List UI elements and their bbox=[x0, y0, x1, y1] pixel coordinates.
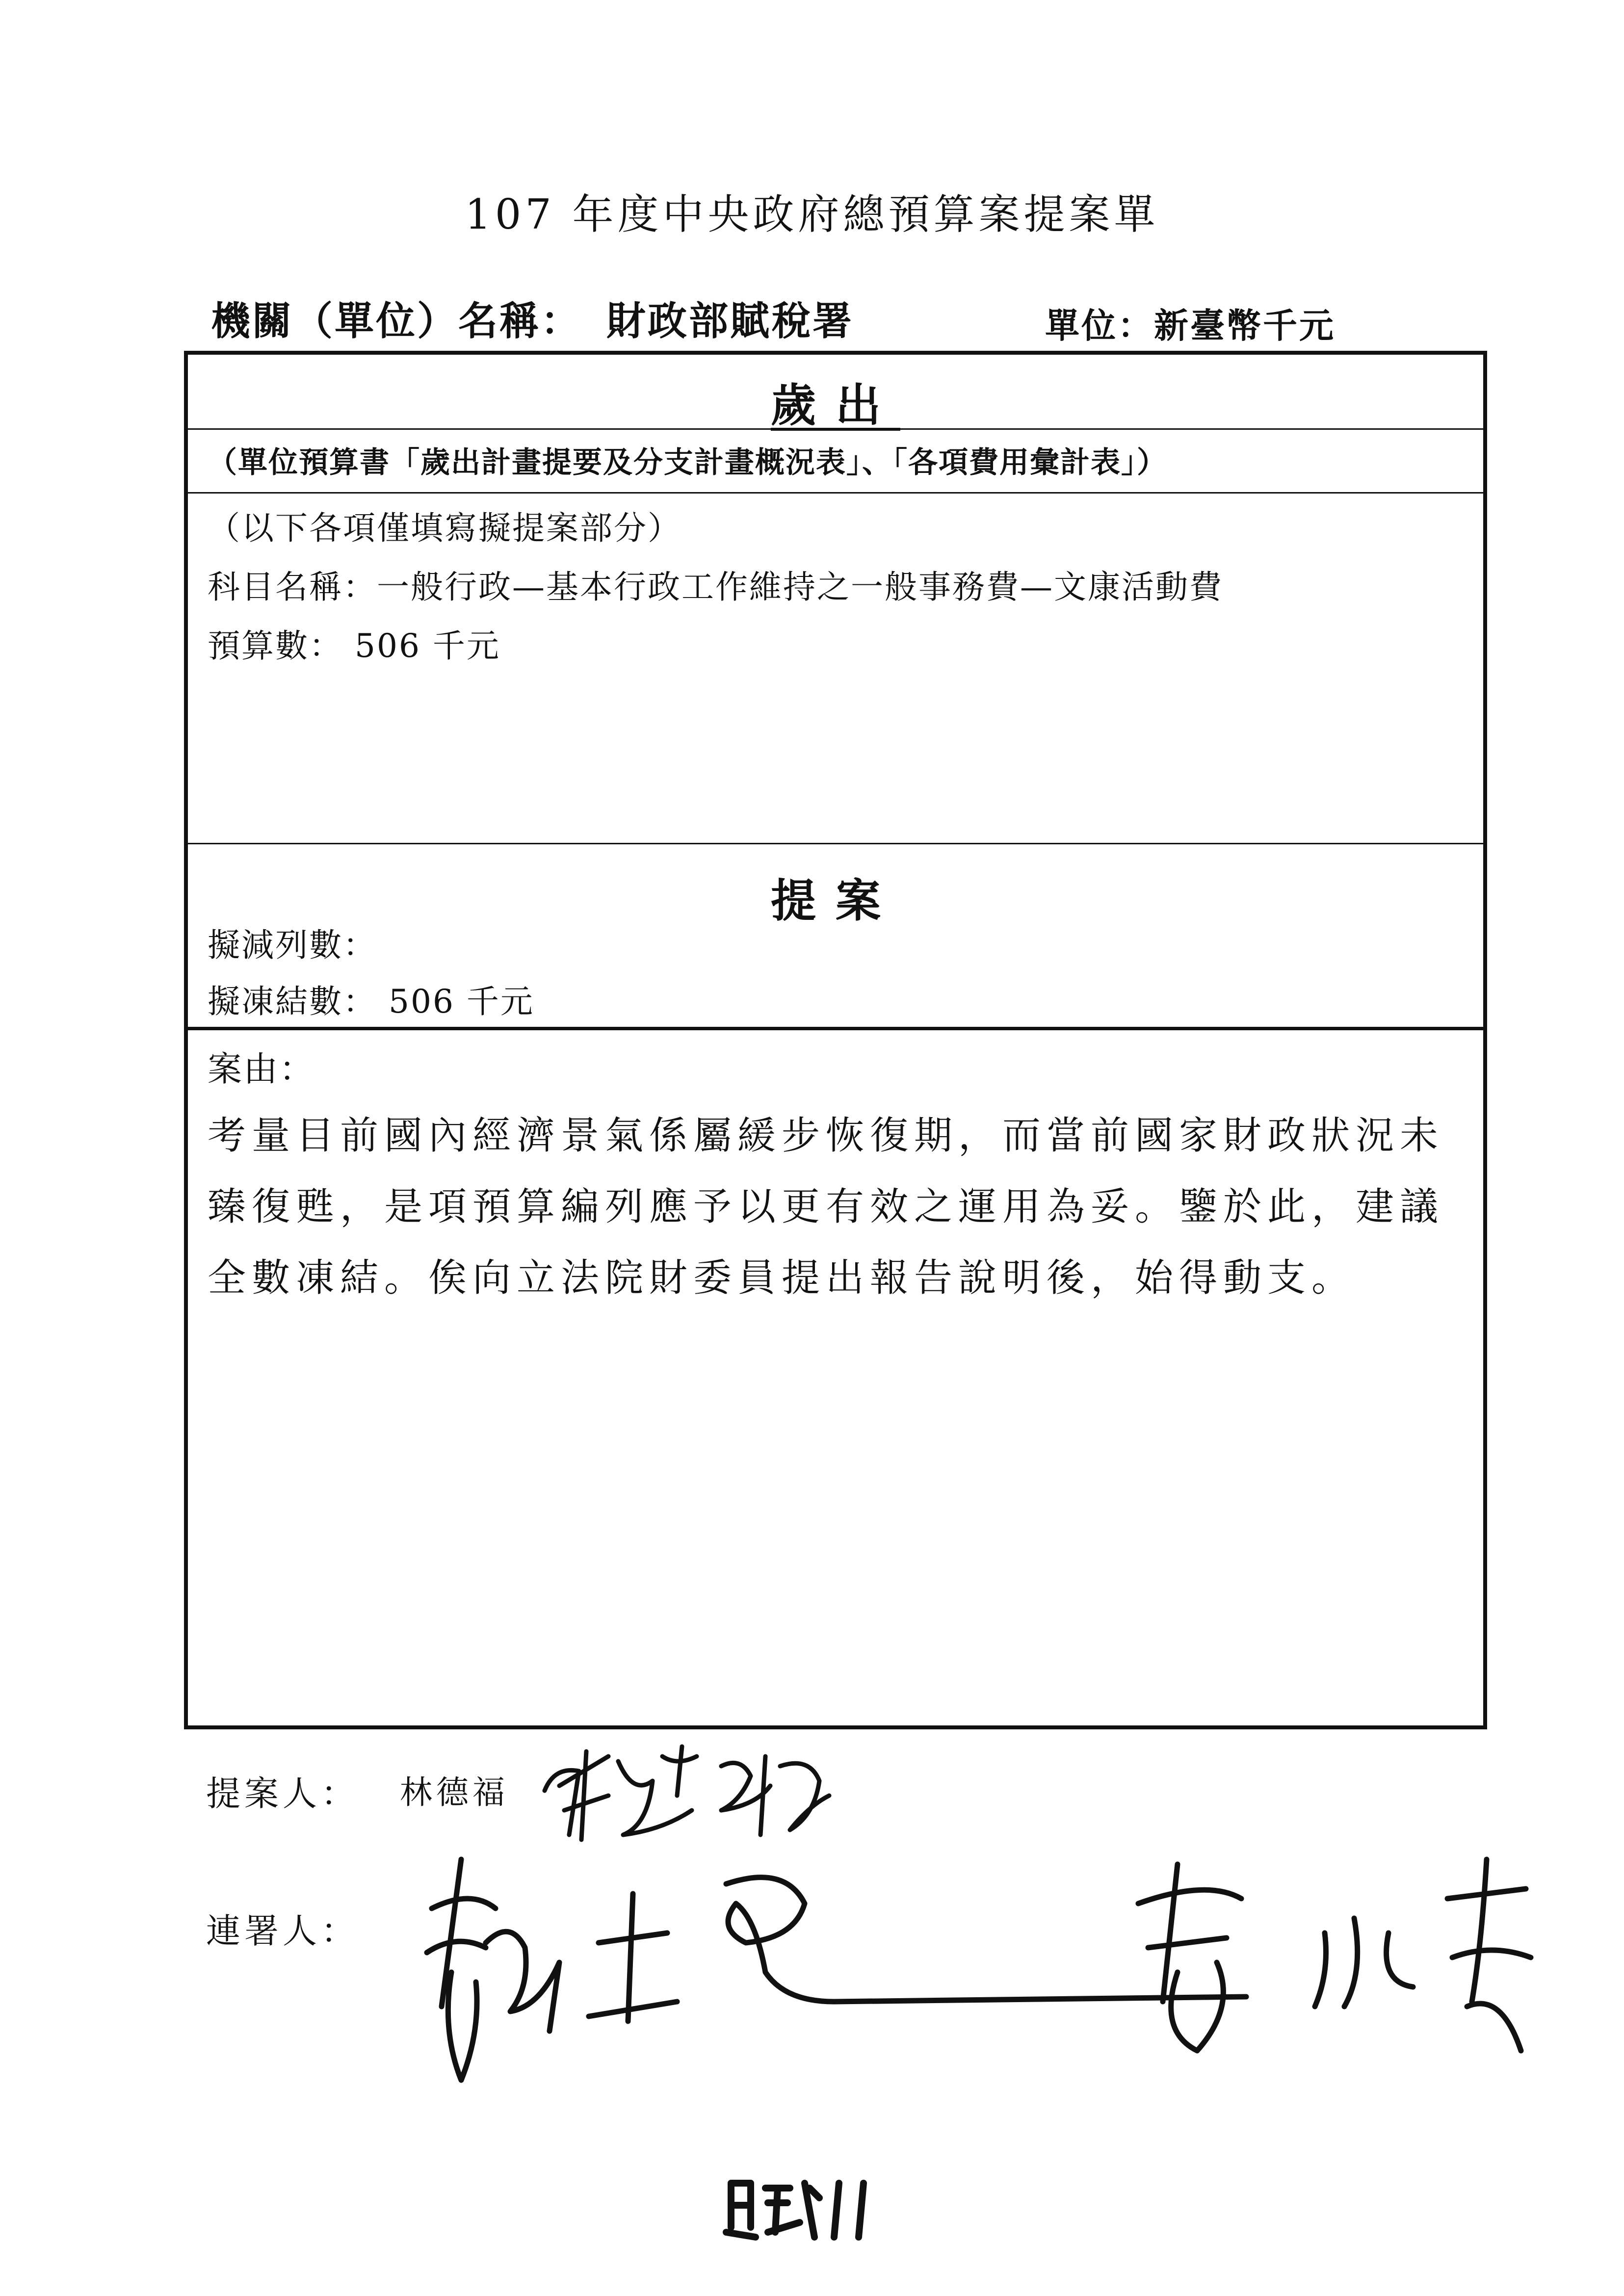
divider bbox=[188, 843, 1483, 844]
agency-name: 財政部賦稅署 bbox=[606, 298, 854, 344]
divider bbox=[188, 1027, 1483, 1030]
agency-line bbox=[211, 289, 854, 346]
document-number-stamp bbox=[721, 2173, 878, 2249]
source-note: （單位預算書「歲出計畫提要及分支計畫概況表」、「各項費用彙計表」） bbox=[208, 445, 1167, 480]
subject-name: 科目名稱：一般行政—基本行政工作維持之一般事務費—文康活動費 bbox=[208, 568, 1223, 606]
handwritten-number-icon bbox=[721, 2173, 878, 2247]
freeze-amount: 擬凍結數： 506 千元 bbox=[208, 983, 534, 1020]
budget-amount: 預算數： 506 千元 bbox=[208, 627, 500, 665]
cosigner-label: 連署人： bbox=[206, 1911, 359, 1951]
reason-label: 案由： bbox=[208, 1049, 315, 1089]
divider bbox=[188, 428, 1483, 430]
reason-text: 考量目前國內經濟景氣係屬緩步恢復期，而當前國家財政狀況未臻復甦，是項預算編列應予以更有效之運用為妥。鑒於此，建議全數凍結。俟向立法院財委員提出報告說明後，始得動支。 bbox=[208, 1114, 1444, 1300]
fill-note: （以下各項僅填寫擬提案部分） bbox=[208, 509, 681, 547]
currency-unit: 單位：新臺幣千元 bbox=[1045, 305, 1336, 346]
proposal-heading: 提案 bbox=[770, 874, 900, 927]
proposal-form bbox=[184, 351, 1487, 1729]
document-title: 107 年度中央政府總預算案提案單 bbox=[465, 190, 1159, 238]
expenditure-heading: 歲出 bbox=[770, 379, 900, 432]
proposer-name: 林德福 bbox=[400, 1774, 509, 1811]
proposer-signature bbox=[535, 1737, 839, 1852]
proposer-label: 提案人： bbox=[206, 1774, 359, 1814]
divider bbox=[188, 492, 1483, 494]
reduce-amount: 擬減列數： bbox=[208, 926, 377, 964]
agency-label: 機關（單位）名稱： bbox=[211, 298, 582, 344]
cosigner-signature bbox=[412, 1845, 1541, 2121]
